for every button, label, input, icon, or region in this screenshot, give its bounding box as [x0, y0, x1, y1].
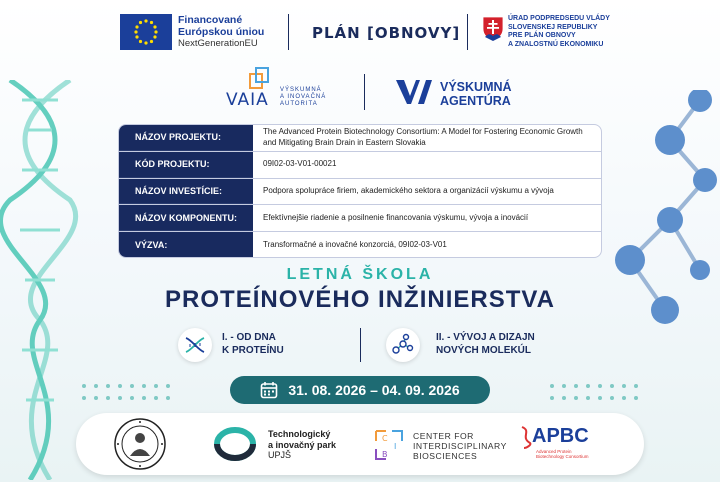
government-office-text: [508, 15, 610, 49]
university-seal-icon: [114, 418, 166, 470]
eu-line3: NextGenerationEU: [178, 38, 258, 49]
apbc-sub2: Biotechnology Consortium: [536, 454, 589, 460]
tip-line3: UPJŠ: [268, 450, 292, 460]
plan-word: PLÁN: [312, 24, 361, 42]
row-label: NÁZOV INVESTÍCIE:: [119, 179, 253, 205]
technology-park-text: [268, 429, 336, 461]
cib-logo-icon: [372, 427, 406, 463]
event-subtitle: LETNÁ ŠKOLA: [286, 266, 434, 283]
vaia-mark-icon: [248, 66, 272, 92]
row-value: The Advanced Protein Biotechnology Consortium: A Model for Fostering Economic Growth and Mitigating Brain Drain in Eastern Slovakia: [263, 127, 583, 147]
svg-text:C: C: [382, 434, 388, 443]
row-value: Efektívnejšie riadenie a posilnenie financovania výskumu, vývoja a inovácií: [263, 213, 529, 223]
va-line1: VÝSKUMNÁ: [440, 80, 512, 94]
row-label: KÓD PROJEKTU:: [119, 152, 253, 178]
svg-text:I: I: [394, 442, 397, 451]
cib-text: [413, 431, 507, 461]
obnovy-word: OBNOVY: [374, 24, 453, 42]
row-label: VÝZVA:: [119, 232, 253, 258]
svg-text:B: B: [382, 450, 388, 459]
gov-line3: PRE PLÁN OBNOVY: [508, 32, 576, 40]
divider: [467, 14, 468, 50]
gov-line2: SLOVENSKEJ REPUBLIKY: [508, 23, 598, 31]
apbc-logo-text: APBC: [532, 425, 589, 447]
apbc-subtitle: [536, 449, 589, 459]
va-line2: AGENTÚRA: [440, 94, 511, 108]
gov-line4: A ZNALOSTNÚ EKONOMIKU: [508, 40, 604, 48]
project-info-table: [118, 124, 602, 258]
table-row: [119, 179, 601, 206]
module-1-label: [222, 331, 284, 357]
va-mark-icon: [396, 80, 432, 104]
module-2-label: [436, 331, 535, 357]
apbc-sub1: Advanced Protein: [536, 449, 572, 454]
table-row: [119, 232, 601, 258]
cib-line3: BIOSCIENCES: [413, 451, 478, 461]
vaia-subtitle: [280, 87, 326, 108]
divider: [360, 328, 361, 362]
molecule-icon: [386, 328, 420, 362]
module-1-line1: I. - OD DNA: [222, 332, 276, 343]
module-1-line2: K PROTEÍNU: [222, 345, 284, 356]
row-value: Podpora spolupráce firiem, akademického sektora a organizácií výskumu a vývoja: [263, 186, 554, 196]
gov-line1: ÚRAD PODPREDSEDU VLÁDY: [508, 15, 610, 22]
eu-flag-icon: [120, 14, 172, 50]
module-2-line2: NOVÝCH MOLEKÚL: [436, 345, 531, 356]
table-row: [119, 152, 601, 179]
funding-logos: [0, 12, 720, 54]
vaia-sub2: A INOVAČNÁ: [280, 94, 327, 100]
tip-line2: a inovačný park: [268, 439, 337, 450]
partner-logos-bar: [76, 413, 644, 475]
cib-line2: INTERDISCIPLINARY: [413, 441, 507, 451]
plan-obnovy-logo: [312, 24, 460, 42]
table-row: [119, 125, 601, 152]
module-2-line1: II. - VÝVOJ A DIZAJN: [436, 332, 535, 343]
vaia-sub3: AUTORITA: [280, 101, 318, 107]
divider: [288, 14, 289, 50]
eu-line1: Financované: [178, 14, 243, 26]
event-dates: 31. 08. 2026 – 04. 09. 2026: [288, 382, 460, 398]
calendar-icon: [260, 381, 278, 399]
bracket-close: ]: [452, 24, 461, 42]
research-agency-logo-text: [440, 80, 512, 108]
eu-funding-text: [178, 14, 264, 50]
dna-icon: [178, 328, 212, 362]
row-value: 09I02-03-V01-00021: [263, 159, 337, 169]
event-date-pill: [230, 376, 490, 404]
dots-decoration: [544, 382, 640, 404]
table-row: [119, 205, 601, 232]
technology-park-logo-icon: [214, 425, 256, 463]
slovak-coat-of-arms-icon: [483, 17, 503, 41]
bracket-open: [: [366, 24, 375, 42]
cib-line1: CENTER FOR: [413, 431, 474, 441]
divider: [364, 74, 365, 110]
event-title: PROTEÍNOVÉHO INŽINIERSTVA: [165, 286, 555, 313]
row-label: NÁZOV KOMPONENTU:: [119, 205, 253, 231]
row-label: NÁZOV PROJEKTU:: [119, 125, 253, 151]
vaia-sub1: VÝSKUMNÁ: [280, 87, 322, 93]
eu-line2: Európskou úniou: [178, 26, 265, 38]
tip-line1: Technologický: [268, 429, 331, 439]
vaia-logo-text: VAIA: [226, 90, 269, 110]
row-value: Transformačné a inovačné konzorciá, 09I02-03-V01: [263, 240, 447, 250]
dots-decoration: [80, 382, 176, 404]
